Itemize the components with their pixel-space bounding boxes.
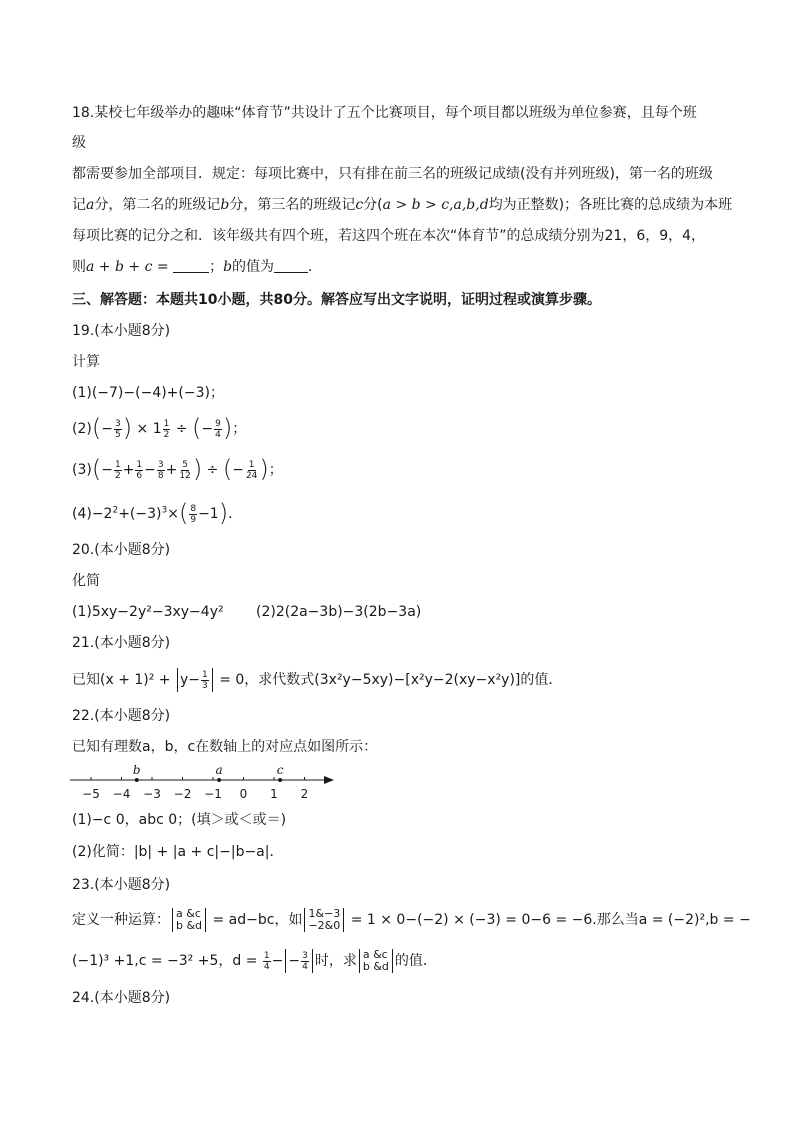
- q20-title: 化简: [72, 573, 100, 589]
- point-a: [217, 778, 221, 782]
- tick-label: −4: [112, 787, 131, 801]
- q22-part1: (1)−c 0，abc 0；(填＞或＜或＝): [72, 812, 287, 828]
- q22-intro: 已知有理数a，b，c在数轴上的对应点如图所示：: [72, 739, 378, 755]
- q19-part4: $(4)-2^2+(-3)^3\times$( $\frac{8}{9}$ −1)．: [72, 499, 243, 527]
- q19-title: 计算: [72, 354, 100, 370]
- answer-blank-2[interactable]: [274, 258, 308, 273]
- q23-heading: 23.(本小题8分): [72, 877, 171, 893]
- q22-heading: 22.(本小题8分): [72, 708, 171, 724]
- q19-part2: (2)(− $\frac{3}{5}$ ) × 1 $\frac{1}{2}$ ÷ (− $\frac{9}{4}$ )；: [72, 414, 247, 442]
- point-b: [135, 778, 139, 782]
- q24-heading: 24.(本小题8分): [72, 990, 171, 1006]
- q18-line1b: 级: [72, 135, 86, 151]
- q20-part2: (2)2(2a−3b)−3(2b−3a): [256, 604, 422, 620]
- q20-part1: (1)5xy−2y²−3xy−4y²: [72, 604, 224, 620]
- q21-heading: 21.(本小题8分): [72, 635, 171, 651]
- q19-part1: (1)(−7)−(−4)+(−3)；: [72, 385, 224, 401]
- point-label-a: a: [215, 763, 223, 777]
- q18-line5: 则a + b + c = ；b的值为 ．: [72, 259, 323, 275]
- tick-label: −5: [82, 787, 100, 801]
- q23-line2: (−1)³ +1,c = −3² +5，d = $\frac{1}{4}$ − − $\frac{3}{4}$ 时，求 a &c b &d 的值．: [72, 948, 437, 973]
- q19-heading: 19.(本小题8分): [72, 323, 171, 339]
- q23-line1: 定义一种运算： a &c b &d = ad−bc，如 1&−3 −2&0 = 1 × 0−(−2) × (−3) = 0−6 = −6.那么当a = (−2)²,b = −: [72, 907, 751, 932]
- tick-label: 0: [239, 787, 248, 801]
- q18-line3: 记a分，第二名的班级记b分，第三名的班级记c分(a > b > c,a,b,d均为正整数)；各班比赛的总成绩为本班: [72, 197, 733, 213]
- q21-body: 已知(x + 1)² + y− $\frac{1}{3}$ = 0，求代数式(3x²y−5xy)−[x²y−2(xy−x²y)]的值．: [72, 669, 563, 691]
- number-line: [60, 758, 350, 804]
- tick-label: 1: [270, 787, 278, 801]
- tick-label: −2: [173, 787, 192, 801]
- answer-blank-1[interactable]: [173, 258, 209, 273]
- q18-line4: 每项比赛的记分之和．该年级共有四个班，若这四个班在本次“体育节”的总成绩分别为21，6，9，4，: [72, 228, 706, 244]
- q18-line1: 18.某校七年级举办的趣味“体育节”共设计了五个比赛项目，每个项目都以班级为单位参赛，且每个班: [72, 105, 697, 121]
- point-c: [278, 778, 282, 782]
- q18-line2: 都需要参加全部项目．规定：每项比赛中，只有排在前三名的班级记成绩(没有并列班级)，第一名的班级: [72, 166, 713, 182]
- section-3-heading: 三、解答题：本题共10小题，共80分。解答应写出文字说明，证明过程或演算步骤。: [72, 292, 601, 308]
- tick-label: 2: [300, 787, 309, 801]
- point-label-b: b: [132, 763, 141, 777]
- tick-label: −3: [143, 787, 161, 801]
- q19-part3: (3)(− $\frac{1}{2}$ + $\frac{1}{6}$ − $\frac{3}{8}$ + $\frac{5}{12}$ ) ÷ (− $\frac{1}{24}$ )；: [72, 455, 283, 483]
- tick-label: −1: [204, 787, 222, 801]
- q22-part2: (2)化简：|b| + |a + c|−|b−a|．: [72, 844, 284, 860]
- number-line-arrow-icon: [324, 776, 334, 784]
- q20-heading: 20.(本小题8分): [72, 542, 171, 558]
- point-label-c: c: [276, 763, 284, 777]
